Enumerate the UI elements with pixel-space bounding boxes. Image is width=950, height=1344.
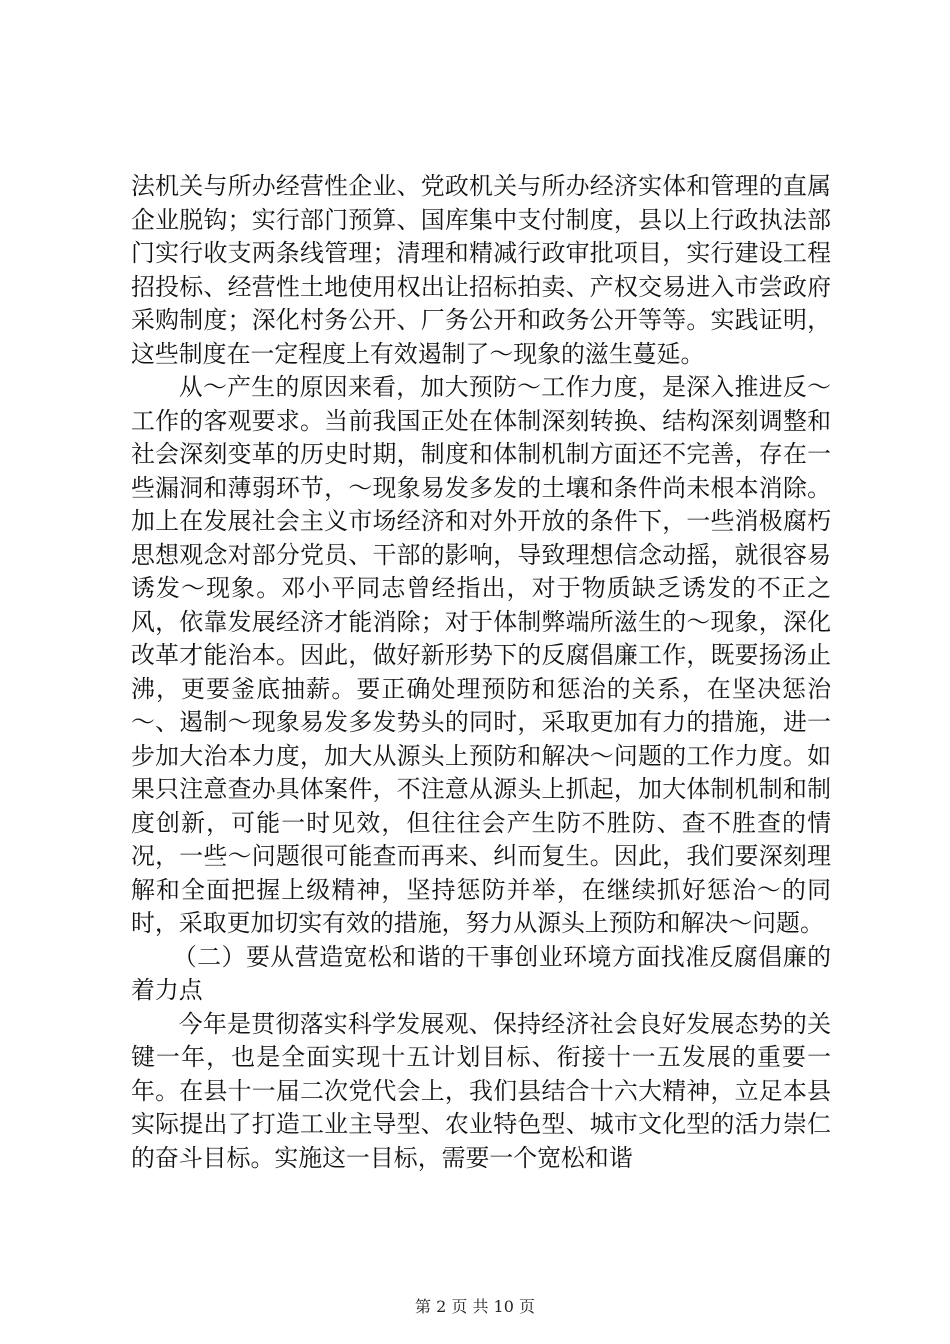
page-number-footer: 第 2 页 共 10 页 — [415, 1297, 535, 1316]
paragraph-prevention-reasons: 从～产生的原因来看，加大预防～工作力度，是深入推进反～工作的客观要求。当前我国正处在体制深刻转换、结构深刻调整和社会深刻变革的历史时期，制度和体制机制方面还不完善，存在一些漏洞和薄弱环节，～现象易发多发的土壤和条件尚未根本消除。加上在发展社会主义市场经济和对外开放的条件下，一些消极腐朽思想观念对部分党员、干部的影响，导致理想信念动摇，就很容易诱发～现象。邓小平同志曾经指出，对于物质缺乏诱发的不正之风，依靠发展经济才能消除；对于体制弊端所滋生的～现象，深化改革才能治本。因此，做好新形势下的反腐倡廉工作，既要扬汤止沸，更要釜底抽薪。要正确处理预防和惩治的关系，在坚决惩治～、遏制～现象易发多发势头的同时，采取更加有力的措施，进一步加大治本力度，加大从源头上预防和解决～问题的工作力度。如果只注意查办具体案件，不注意从源头上抓起，加大体制机制和制度创新，可能一时见效，但往往会产生防不胜防、查不胜查的情况，一些～问题很可能查而再来、纠而复生。因此，我们要深刻理解和全面把握上级精神，坚持惩防并举，在继续抓好惩治～的同时，采取更加切实有效的措施，努力从源头上预防和解决～问题。 — [131, 373, 831, 937]
paragraph-continuation: 法机关与所办经营性企业、党政机关与所办经济实体和管理的直属企业脱钩；实行部门预算、国库集中支付制度，县以上行政执法部门实行收支两条线管理；清理和精减行政审批项目，实行建设工程招投标、经营性土地使用权出让招标拍卖、产权交易进入市尝政府采购制度；深化村务公开、厂务公开和政务公开等等。实践证明，这些制度在一定程度上有效遏制了～现象的滋生蔓延。 — [131, 172, 831, 368]
section-heading-2: （二）要从营造宽松和谐的干事创业环境方面找准反腐倡廉的着力点 — [131, 942, 831, 1004]
document-body — [131, 170, 831, 1175]
paragraph-development-goals: 今年是贯彻落实科学发展观、保持经济社会良好发展态势的关键一年，也是全面实现十五计划目标、衔接十一五发展的重要一年。在县十一届二次党代会上，我们县结合十六大精神，立足本县实际提出了打造工业主导型、农业特色型、城市文化型的活力崇仁的奋斗目标。实施这一目标，需要一个宽松和谐 — [131, 1009, 831, 1172]
